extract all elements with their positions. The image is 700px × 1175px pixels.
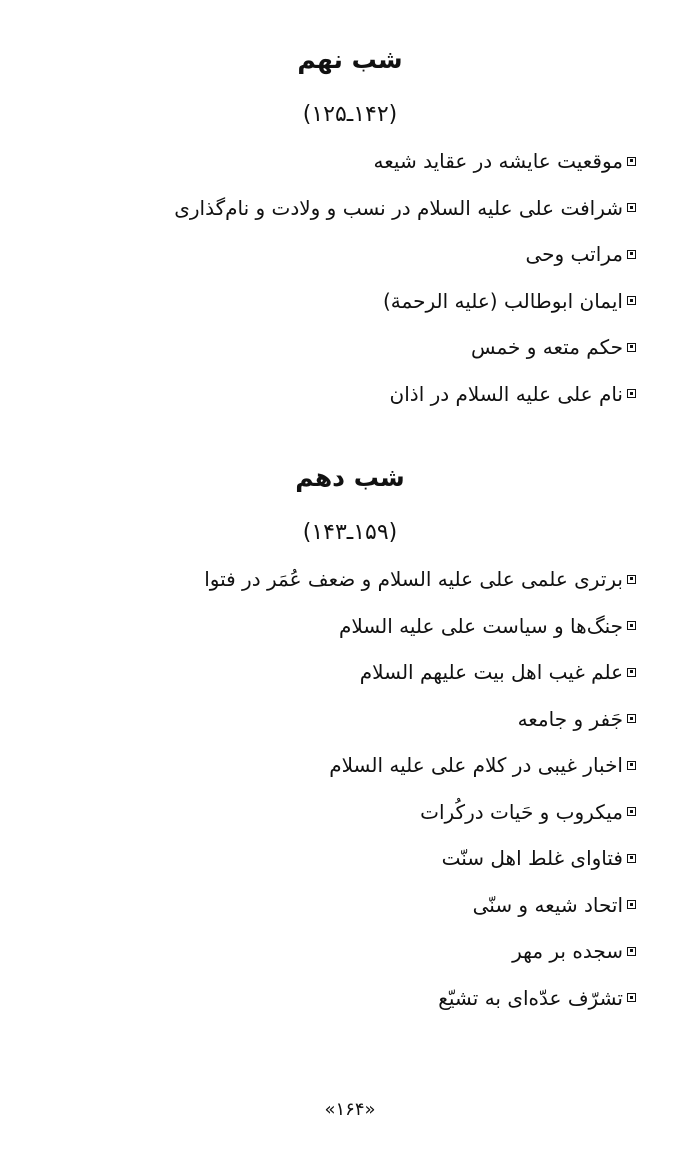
list-item: [0, 649, 700, 696]
section-night-10: [0, 458, 700, 1021]
list-item-text: جنگ‌ها و سیاست علی علیه السلام: [338, 613, 623, 638]
square-bullet-icon: [627, 947, 636, 956]
list-item-text: جَفر و جامعه: [517, 706, 623, 731]
list-item-text: حکم متعه و خمس: [471, 335, 623, 360]
list-item-text: اخبار غیبی در کلام علی علیه السلام: [329, 753, 623, 778]
list-item: [0, 975, 700, 1022]
square-bullet-icon: [627, 993, 636, 1002]
list-item: [0, 882, 700, 929]
list-item: [0, 324, 700, 371]
square-bullet-icon: [627, 761, 636, 770]
list-item-text: برتری علمی علی علیه السلام و ضعف عُمَر در فتوا: [204, 567, 623, 592]
square-bullet-icon: [627, 389, 636, 398]
list-item: [0, 231, 700, 278]
list-item-text: فتاوای غلط اهل سنّت: [441, 846, 623, 871]
page-number: «۱۶۴»: [324, 1099, 376, 1120]
list-item-text: علم غیب اهل بیت علیهم السلام: [359, 660, 623, 685]
list-item-text: مراتب وحی: [525, 242, 623, 267]
list-item-text: موقعیت عایشه در عقاید شیعه: [373, 149, 623, 174]
list-item: [0, 928, 700, 975]
section-title: شب دهم: [295, 463, 405, 492]
list-item: [0, 556, 700, 603]
list-item: [0, 138, 700, 185]
list-item: [0, 742, 700, 789]
square-bullet-icon: [627, 714, 636, 723]
square-bullet-icon: [627, 157, 636, 166]
square-bullet-icon: [627, 575, 636, 584]
list-item: [0, 603, 700, 650]
list-item-text: سجده بر مهر: [512, 939, 623, 964]
list-item: [0, 278, 700, 325]
page-range: (۱۴۲ـ۱۲۵): [302, 102, 398, 127]
square-bullet-icon: [627, 807, 636, 816]
list-item: [0, 835, 700, 882]
section-title: شب نهم: [297, 45, 403, 74]
list-item-text: ایمان ابوطالب (علیه الرحمة): [383, 288, 623, 313]
square-bullet-icon: [627, 203, 636, 212]
square-bullet-icon: [627, 621, 636, 630]
list-item-text: نام علی علیه السلام در اذان: [389, 381, 623, 406]
square-bullet-icon: [627, 900, 636, 909]
list-item-text: شرافت علی علیه السلام در نسب و ولادت و نام‌گذاری: [174, 195, 623, 220]
topic-list: [0, 138, 700, 417]
list-item-text: تشرّف عدّه‌ای به تشیّع: [438, 985, 623, 1010]
square-bullet-icon: [627, 343, 636, 352]
list-item: [0, 789, 700, 836]
square-bullet-icon: [627, 296, 636, 305]
list-item: [0, 696, 700, 743]
topic-list: [0, 556, 700, 1021]
page-range: (۱۵۹ـ۱۴۳): [302, 520, 398, 545]
list-item-text: اتحاد شیعه و سنّی: [472, 892, 623, 917]
section-night-9: [0, 40, 700, 417]
square-bullet-icon: [627, 854, 636, 863]
list-item: [0, 371, 700, 418]
list-item-text: میکروب و حَیات درکُرات: [420, 799, 623, 824]
list-item: [0, 185, 700, 232]
square-bullet-icon: [627, 668, 636, 677]
square-bullet-icon: [627, 250, 636, 259]
